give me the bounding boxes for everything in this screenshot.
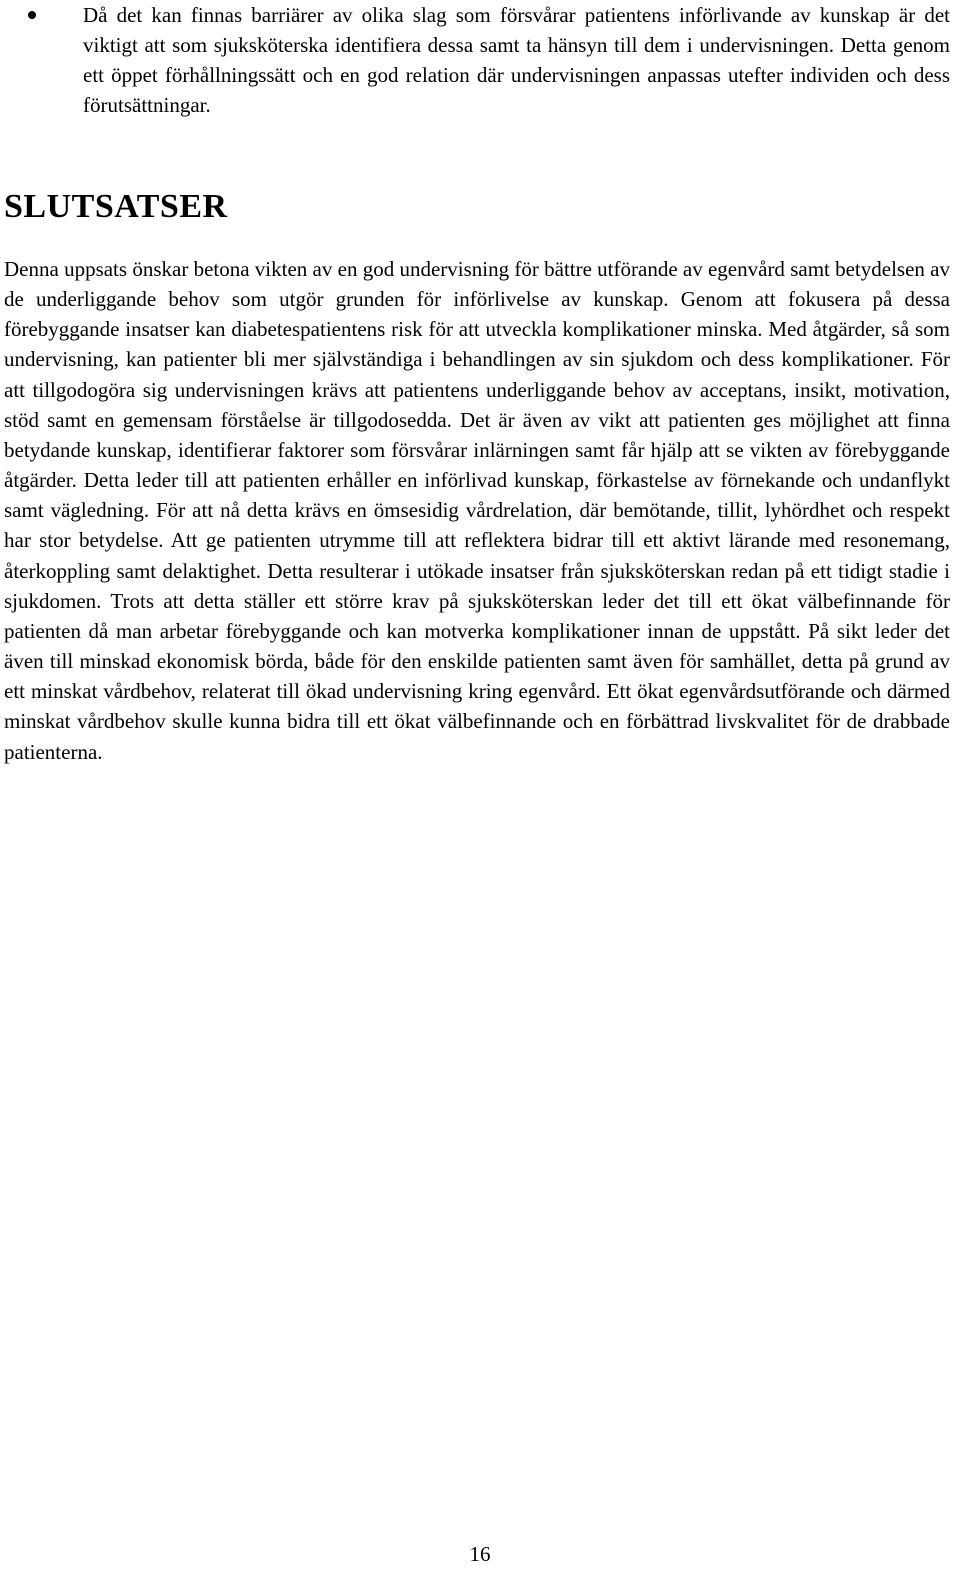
bullet-dot-icon (28, 11, 36, 19)
bullet-text: Då det kan finnas barriärer av olika slag som försvårar patientens införlivande av kunskap är det viktigt att som sjuksköterska identifiera dessa samt ta hänsyn till dem i undervisningen. Detta genom ett öppet förhållningssätt och en god relation där undervisningen anpassas utefter individen och dess förutsättningar. (83, 3, 950, 117)
page-number: 16 (469, 1542, 491, 1566)
bullet-item (28, 0, 950, 120)
conclusion-paragraph: Denna uppsats önskar betona vikten av en god undervisning för bättre utförande av egenvård samt betydelsen av de underliggande behov som utgör grunden för införlivelse av kunskap. Genom att fokusera på dessa förebyggande insatser kan diabetespatientens risk för att utveckla komplikationer minska. Med åtgärder, så som undervisning, kan patienter bli mer självständiga i behandlingen av sin sjukdom och dess komplikationer. För att tillgodogöra sig undervisningen krävs att patientens underliggande behov av acceptans, insikt, motivation, stöd samt en gemensam förståelse är tillgodosedda. Det är även av vikt att patienten ges möjlighet att finna betydande kunskap, identifierar faktorer som försvårar inlärningen samt får hjälp att se vikten av förebyggande åtgärder. Detta leder till att patienten erhåller en införlivad kunskap, förkastelse av förnekande och undanflykt samt vägledning. För att nå detta krävs en ömsesidig vårdrelation, där bemötande, tillit, lyhördhet och respekt har stor betydelse. Att ge patienten utrymme till att reflektera bidrar till ett aktivt lärande med resonemang, återkoppling samt delaktighet. Detta resulterar i utökade insatser från sjuksköterskan redan på ett tidigt stadie i sjukdomen. Trots att detta ställer ett större krav på sjuksköterskan leder det till ett ökat välbefinnande för patienten då man arbetar förebyggande och kan motverka komplikationer innan de uppstått. På sikt leder det även till minskad ekonomisk börda, både för den enskilde patienten samt även för samhället, detta på grund av ett minskat vårdbehov, relaterat till ökad undervisning kring egenvård. Ett ökat egenvårdsutförande och därmed minskat vårdbehov skulle kunna bidra till ett ökat välbefinnande och en förbättrad livskvalitet för de drabbade patienterna. (4, 257, 950, 764)
section-heading: SLUTSATSER (4, 188, 228, 225)
bullet-list (28, 0, 950, 120)
